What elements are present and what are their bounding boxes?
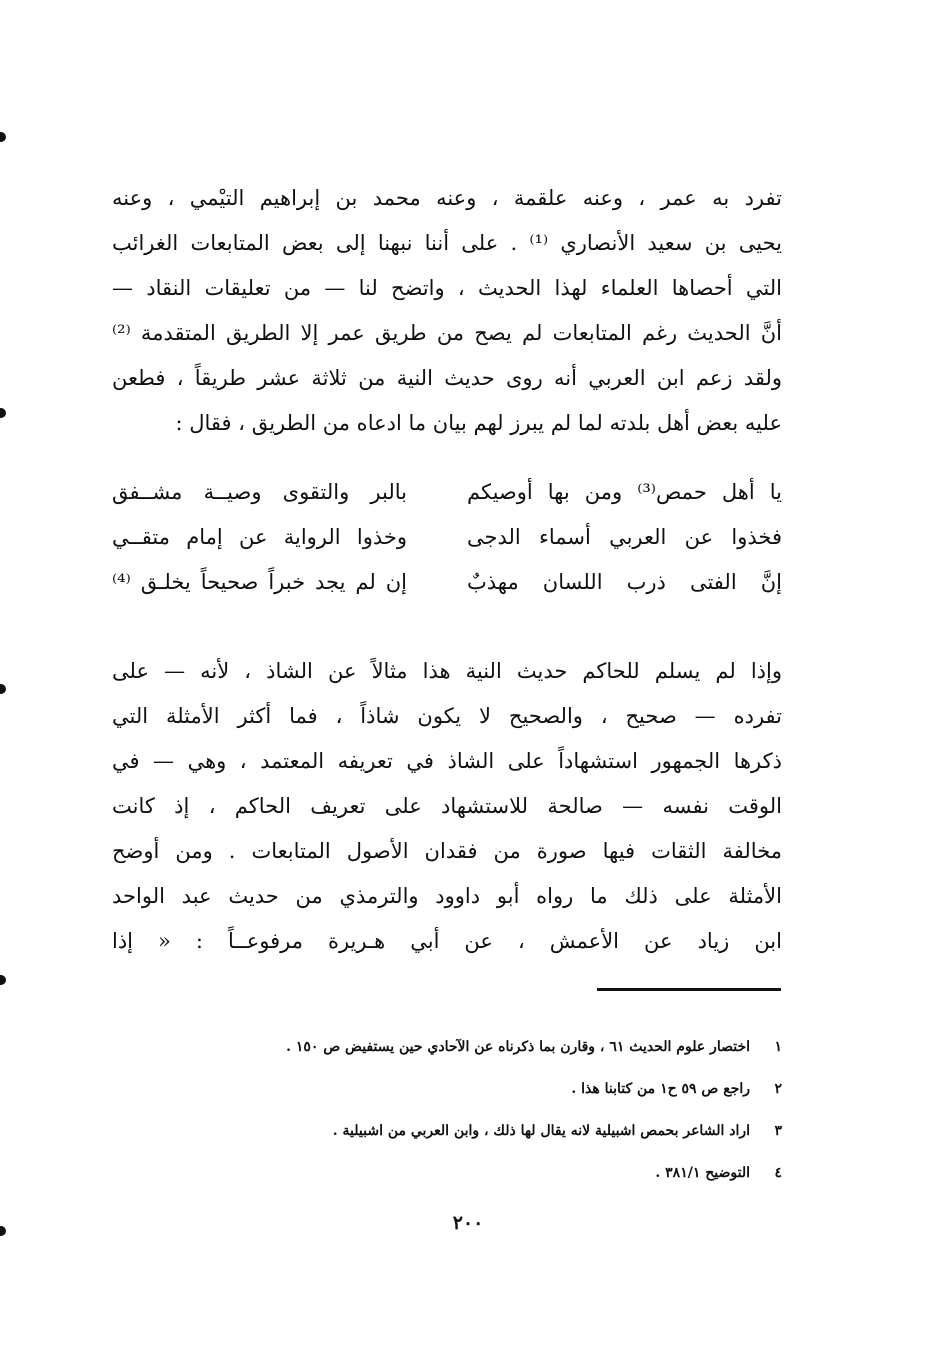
poem-verse [112, 515, 782, 560]
text-line: مخالفة الثقات فيها صورة من فقدان الأصول المتابعات . ومن أوضح [112, 839, 782, 863]
text-line: تفرد به عمر ، وعنه علقمة ، وعنه محمد بن إبراهيم التيْمي ، وعنه [112, 186, 782, 210]
footnote-separator [597, 988, 781, 991]
footnotes [140, 1026, 782, 1194]
poem-first-hemistich: إنَّ الفتى ذرب اللسان مهذبٌ [467, 570, 782, 594]
text-line: وإذا لم يسلم للحاكم حديث النية هذا مثالاً عن الشاذ ، لأنه — على [112, 659, 782, 683]
scan-edge-mark [0, 408, 6, 418]
poem-verse [112, 470, 782, 515]
poem-second-hemistich: إن لم يجد خبراً صحيحاً يخلـق ⁽⁴⁾ [112, 570, 407, 594]
footnote-number: ٤ [774, 1165, 782, 1181]
footnote-text: اختصار علوم الحديث ٦١ ، وقارن بما ذكرناه عن الآحادي حين يستفيض ص ١٥٠ . [286, 1039, 750, 1055]
poem-first-hemistich: يا أهل حمص⁽³⁾ ومن بها أوصيكم [467, 480, 782, 504]
poem-verse [112, 560, 782, 605]
poem-second-hemistich: وخذوا الرواية عن إمام متقــي [112, 525, 407, 549]
scan-edge-mark [0, 132, 6, 142]
poem-second-hemistich: بالبر والتقوى وصيــة مشــفق [112, 480, 407, 504]
text-line: تفرده — صحيح ، والصحيح لا يكون شاذاً ، فما أكثر الأمثلة التي [112, 704, 782, 728]
scan-edge-mark [0, 1226, 6, 1236]
text-line: ذكرها الجمهور استشهاداً على الشاذ في تعريفه المعتمد ، وهي — في [112, 749, 782, 773]
footnote-number: ٣ [774, 1123, 782, 1139]
paragraph-2 [112, 649, 782, 964]
footnote-text: اراد الشاعر بحمص اشبيلية لانه يقال لها ذلك ، وابن العربي من اشبيلية . [332, 1123, 750, 1139]
text-line: ولقد زعم ابن العربي أنه روى حديث النية من ثلاثة عشر طريقاً ، فطعن [112, 366, 782, 390]
poem-first-hemistich: فخذوا عن العربي أسماء الدجى [467, 525, 782, 549]
paragraph-1 [112, 176, 782, 446]
footnote [140, 1110, 782, 1152]
page-number: ٢٠٠ [452, 1212, 484, 1234]
scan-edge-mark [0, 975, 6, 985]
text-line: يحيى بن سعيد الأنصاري ⁽¹⁾ . على أننا نبهنا إلى بعض المتابعات الغرائب [112, 231, 782, 255]
poem [112, 470, 782, 605]
text-line: الوقت نفسه — صالحة للاستشهاد على تعريف الحاكم ، إذ كانت [112, 794, 782, 818]
footnote [140, 1026, 782, 1068]
text-line: الأمثلة على ذلك ما رواه أبو داوود والترمذي من حديث عبد الواحد [112, 884, 782, 908]
text-line: عليه بعض أهل بلدته لما لم يبرز لهم بيان ما ادعاه من الطريق ، فقال : [175, 411, 782, 435]
footnote-text: راجع ص ٥٩ ح١ من كتابنا هذا . [571, 1081, 750, 1097]
scan-edge-mark [0, 684, 6, 694]
footnote-number: ١ [774, 1039, 782, 1055]
text-line: ابن زياد عن الأعمش ، عن أبي هـريرة مرفوعــاً : « إذا [112, 929, 782, 953]
footnote-text: التوضيح ٣٨١/١ . [655, 1165, 750, 1181]
text-line: التي أحصاها العلماء لهذا الحديث ، واتضح لنا — من تعليقات النقاد — [112, 276, 782, 300]
footnote-number: ٢ [774, 1081, 782, 1097]
footnote [140, 1152, 782, 1194]
footnote [140, 1068, 782, 1110]
text-line: أنَّ الحديث رغم المتابعات لم يصح من طريق عمر إلا الطريق المتقدمة ⁽²⁾ [112, 321, 782, 345]
